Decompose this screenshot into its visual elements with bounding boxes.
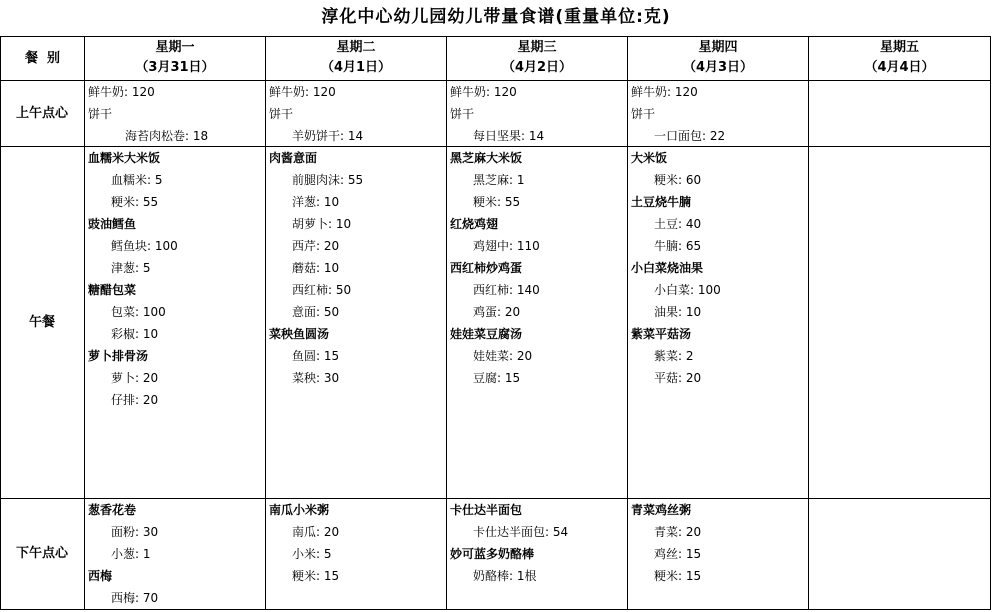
ingredient: 粳米: 15: [292, 569, 340, 583]
dish-name: 卡仕达半面包: [450, 503, 523, 517]
ingredient: 紫菜: 2: [654, 349, 694, 363]
ingredient: 西梅: 70: [111, 591, 159, 605]
ingredient: 津葱: 5: [111, 261, 151, 275]
ingredient: 豆腐: 15: [473, 371, 521, 385]
table-border-bottom: [0, 609, 991, 610]
dish-name: 豉油鳕鱼: [88, 217, 137, 231]
ingredient: 菜秧: 30: [292, 371, 340, 385]
menu-item: 鲜牛奶: 120: [88, 85, 155, 99]
dish-name: 大米饭: [631, 151, 668, 165]
day-date: （4月3日）: [682, 60, 754, 75]
ingredient: 小白菜: 100: [654, 283, 721, 297]
cell-morning-wed: [447, 81, 627, 146]
ingredient: 黑芝麻: 1: [473, 173, 525, 187]
table-border-top: [0, 36, 991, 37]
menu-item: 鲜牛奶: 120: [631, 85, 698, 99]
day-header-thu: [628, 38, 808, 80]
ingredient: 包菜: 100: [111, 305, 166, 319]
cell-morning-mon: [85, 81, 265, 146]
day-name: 星期五: [879, 40, 919, 55]
ingredient: 粳米: 55: [111, 195, 159, 209]
menu-table: [0, 36, 991, 610]
ingredient: 鸡丝: 15: [654, 547, 702, 561]
ingredient: 油果: 10: [654, 305, 702, 319]
menu-item: 鲜牛奶: 120: [269, 85, 336, 99]
ingredient: 奶酪棒: 1根: [473, 569, 537, 583]
day-header-mon: [85, 38, 265, 80]
day-header-fri: [809, 38, 990, 80]
menu-item: 海苔肉松卷: 18: [125, 129, 209, 143]
ingredient: 青菜: 20: [654, 525, 702, 539]
row-label-lunch: 午餐: [28, 315, 55, 330]
menu-item: 每日坚果: 14: [473, 129, 545, 143]
dish-name: 血糯米大米饭: [88, 151, 161, 165]
day-date: （4月4日）: [864, 60, 935, 75]
dish-name: 土豆烧牛腩: [631, 195, 692, 209]
menu-item: 鲜牛奶: 120: [450, 85, 517, 99]
dish-name: 糖醋包菜: [88, 283, 137, 297]
menu-item: 羊奶饼干: 14: [292, 129, 364, 143]
dish-name: 黑芝麻大米饭: [450, 151, 523, 165]
dish-name: 葱香花卷: [88, 503, 137, 517]
day-name: 星期一: [155, 40, 195, 55]
menu-item: 饼干: [450, 107, 475, 121]
ingredient: 血糯米: 5: [111, 173, 163, 187]
ingredient: 平菇: 20: [654, 371, 702, 385]
dish-name: 西红柿炒鸡蛋: [450, 261, 523, 275]
day-name: 星期三: [517, 40, 557, 55]
day-header-tue: [266, 38, 446, 80]
dish-name: 菜秧鱼圆汤: [269, 327, 330, 341]
menu-item: 饼干: [631, 107, 656, 121]
dish-name: 红烧鸡翅: [450, 217, 499, 231]
ingredient: 粳米: 15: [654, 569, 702, 583]
ingredient: 前腿肉沫: 55: [292, 173, 364, 187]
cell-lunch-tue: [266, 147, 446, 498]
cell-morning-tue: [266, 81, 446, 146]
ingredient: 胡萝卜: 10: [292, 217, 352, 231]
menu-item: 饼干: [269, 107, 294, 121]
ingredient: 土豆: 40: [654, 217, 702, 231]
cell-morning-thu: [628, 81, 808, 146]
dish-name: 小白菜烧油果: [631, 261, 704, 275]
dish-name: 西梅: [88, 569, 113, 583]
ingredient: 小葱: 1: [111, 547, 151, 561]
cell-lunch-mon: [85, 147, 265, 498]
cell-afternoon-thu: [628, 499, 808, 609]
menu-item: 一口面包: 22: [654, 129, 726, 143]
dish-name: 肉酱意面: [269, 151, 318, 165]
page-title: 淳化中心幼儿园幼儿带量食谱(重量单位:克): [321, 7, 671, 27]
ingredient: 粳米: 55: [473, 195, 521, 209]
ingredient: 西红柿: 50: [292, 283, 352, 297]
ingredient: 粳米: 60: [654, 173, 702, 187]
day-header-wed: [447, 38, 627, 80]
cell-lunch-thu: [628, 147, 808, 498]
row-label-morning-snack: 上午点心: [15, 106, 68, 121]
ingredient: 娃娃菜: 20: [473, 349, 533, 363]
ingredient: 面粉: 30: [111, 525, 159, 539]
cell-lunch-wed: [447, 147, 627, 498]
ingredient: 意面: 50: [292, 305, 340, 319]
menu-item: 饼干: [88, 107, 113, 121]
meal-type-header-label: 餐 别: [24, 51, 61, 66]
dish-name: 娃娃菜豆腐汤: [450, 327, 523, 341]
ingredient: 鳕鱼块: 100: [111, 239, 178, 253]
ingredient: 小米: 5: [292, 547, 332, 561]
col-divider-5: [808, 36, 809, 610]
ingredient: 萝卜: 20: [111, 371, 159, 385]
dish-name: 妙可蓝多奶酪棒: [450, 547, 535, 561]
meal-type-header: [1, 37, 84, 80]
row-label-afternoon-snack: 下午点心: [15, 546, 68, 561]
ingredient: 彩椒: 10: [111, 327, 159, 341]
cell-afternoon-tue: [266, 499, 446, 609]
ingredient: 蘑菇: 10: [292, 261, 340, 275]
ingredient: 洋葱: 10: [292, 195, 340, 209]
ingredient: 西红柿: 140: [473, 283, 540, 297]
ingredient: 牛腩: 65: [654, 239, 702, 253]
ingredient: 仔排: 20: [111, 393, 159, 407]
day-date: （4月2日）: [501, 60, 573, 75]
ingredient: 鸡翅中: 110: [473, 239, 540, 253]
ingredient: 鸡蛋: 20: [473, 305, 521, 319]
ingredient: 卡仕达半面包: 54: [473, 525, 569, 539]
day-date: （4月1日）: [320, 60, 392, 75]
ingredient: 南瓜: 20: [292, 525, 340, 539]
dish-name: 萝卜排骨汤: [88, 349, 149, 363]
cell-afternoon-wed: [447, 499, 627, 609]
cell-afternoon-mon: [85, 499, 265, 609]
dish-name: 青菜鸡丝粥: [631, 503, 692, 517]
ingredient: 西芹: 20: [292, 239, 340, 253]
dish-name: 南瓜小米粥: [269, 503, 330, 517]
table-border-right: [990, 36, 991, 610]
ingredient: 鱼圆: 15: [292, 349, 340, 363]
day-name: 星期四: [698, 40, 738, 55]
day-name: 星期二: [336, 40, 376, 55]
dish-name: 紫菜平菇汤: [631, 327, 692, 341]
day-date: （3月31日）: [135, 60, 215, 75]
